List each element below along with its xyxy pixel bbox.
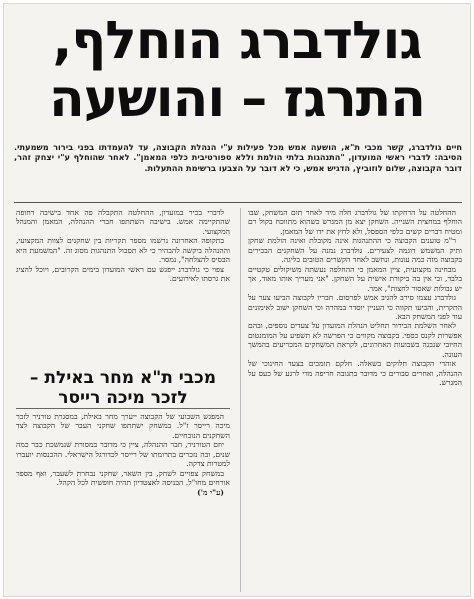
paragraph: ר"מ טוענים הקבוצה כי ההתנהגות אינה מקובלת ואינה הולמת שחקן ותיק המשמש דוגמה לצעירים. גולדברג נמנה על השחקנים הבכירים בקבוצה מזה כמה עונות, ונחשב לאחד הקשרים הטובים בליגה. [248, 236, 462, 265]
lead-paragraph: חיים גולדברג, קשר מכבי ת"א, הושעה אמש מכל פעילות ע"י הנהלת הקבוצה, עד להעמדתו בפני בירור משמעתי. הסיבה: לדברי ראשי המועדון, "התנהגות בלתי הולמת וללא ספורטיבית כלפי המאמן". לאחר שהוחלף ע"י יצחק זהר, דובר הקבוצה, שלום לוזוביץ, הדגיש אמש, כי לא דובר על הצבעו ברשימת ההתעלות. [14, 142, 462, 173]
sub-headline: מכבי ת"א מחר באילת – לזכר מיכה רייסר [29, 368, 217, 408]
paragraph: צפוי כי גולדברג ייפגש עם ראשי המועדון בימים הקרובים, ויוכל להציג את גרסתו לאירועים. [16, 264, 230, 284]
article-column-right [248, 208, 462, 592]
paragraph: המפגש השבועי של הקבוצה ייערך מחר באילת, במסגרת טורניר לזכר מיכה רייסר ז"ל. במשחק ישתתפו שחקני העבר של הקבוצה לצד השחקנים הנוכחיים. [16, 412, 230, 440]
column-divider [240, 208, 241, 592]
paragraph: במשחק צפויים לשחק, בין השאר, שחקני נבחרת לשעבר, ואף מספר אורחים מחו"ל. הכניסה לאצטדיון תהיה חופשית לכל הקהל. [16, 468, 230, 488]
paragraph: לדברי בכיר במועדון, ההחלטה התקבלה פה אחד בישיבה דחופה שהתקיימה אמש. בישיבה השתתפו חברי ההנהלה, המאמן והמנהל המקצועי. [16, 208, 230, 236]
paragraph: לאחר השלמת הבירור תחליט הנהלת המועדון על צעדים נוספים, ובהם אפשרות לקנס כספי. בקבוצה מקווים כי הפרשה לא תשפיע על המומנטום החיובי שנבנה בשבועות האחרונים, לקראת המשחקים המכריעים בהמשך העונה. [248, 321, 462, 359]
paragraph: אוהדי הקבוצה חלוקים בשאלה. חלקם תומכים בצעד החינוכי של ההנהלה, ואחרים סבורים כי מדובר בתגובה חריפה מדי לרגע של כעס על המגרש. [248, 359, 462, 388]
paragraph: ההחלטה על הרחקתו של גולדברג חלה מיד לאחר תום המשחק, שבו הוחלף במחצית השנייה. השחקן יצא מן המגרש כשהוא מתווכח בקול רם ומטיח דברים קשים כלפי הספסל, ולא לחץ את ידו של המאמן. [248, 208, 462, 236]
paragraph: בתקופה האחרונה נרשמו מספר תקריות בין שחקנים לצוות המקצועי, וההנהלה ביקשה להבהיר כי לא תסבול התנהגות מסוג זה. "המשמעת היא הבסיס להצלחה", נמסר. [16, 236, 230, 265]
article-column-left-upper [16, 208, 230, 368]
lead-divider [14, 202, 462, 203]
article-column-left-lower [16, 412, 230, 592]
byline: (ע"י מ') [197, 487, 224, 497]
sub-headline-rule [16, 408, 230, 409]
paragraph: גולדברג עצמו סירב להגיב אמש לפרסום. חבריו לקבוצה הביעו צער על התקרית, והביעו תקווה כי העניין יוסדר במהרה וכי השחקן ישוב לאימונים עוד לפני המשחק הבא. [248, 293, 462, 321]
paragraph: מבחינה מקצועית, ציין המאמן כי ההחלפה נעשתה משיקולים טקטיים בלבד, וכי אין בה ביקורת אישית על השחקן. "אני מעריך אותו מאוד, אך יש גבולות שאסור לחצות", אמר. [248, 264, 462, 293]
headline-line-2: התרגז – והושעה [48, 69, 426, 129]
paragraph: יוזם הטורניר, חבר ההנהלה, ציין כי מדובר במסורת שנמשכת כבר כמה שנים, ובה נזכרים בתרומתו של רייסר לכדורגל הישראלי. ההכנסות יועברו למטרות צדקה. [16, 440, 230, 469]
headline-line-1: גולדברג הוחלף, [52, 11, 422, 71]
newspaper-clipping [3, 3, 471, 597]
